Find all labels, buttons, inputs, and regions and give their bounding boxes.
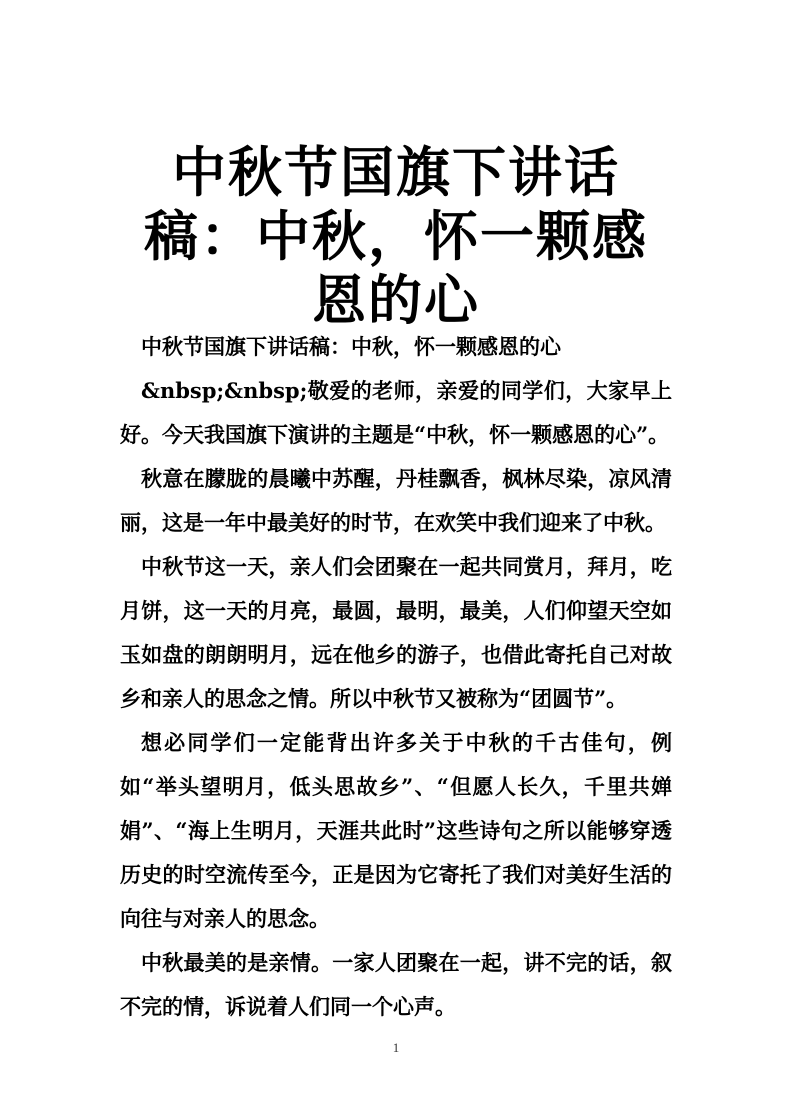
document-body [120, 325, 672, 1029]
document-title: 中秋节国旗下讲话稿：中秋，怀一颗感恩的心 [144, 140, 648, 332]
paragraph-heading: 中秋节国旗下讲话稿：中秋，怀一颗感恩的心 [141, 334, 561, 359]
paragraph-poems: 想必同学们一定能背出许多关于中秋的千古佳句，例如“举头望明月，低头思故乡”、“但愿人长久，千里共婵娟”、“海上生明月，天涯共此时”这些诗句之所以能够穿透历史的时空流传至今，正是因为它寄托了我们对美好生活的向往与对亲人的思念。 [120, 730, 672, 931]
paragraph-family: 中秋最美的是亲情。一家人团聚在一起，讲不完的话，叙不完的情，诉说着人们同一个心声。 [120, 950, 672, 1019]
page-number: 1 [392, 1040, 400, 1055]
paragraph-autumn: 秋意在朦胧的晨曦中苏醒，丹桂飘香，枫林尽染，凉风清丽，这是一年中最美好的时节，在欢笑中我们迎来了中秋。 [120, 466, 672, 535]
paragraph-greeting: &nbsp;&nbsp;敬爱的老师，亲爱的同学们，大家早上好。今天我国旗下演讲的主题是“中秋，怀一颗感恩的心”。 [120, 378, 672, 447]
paragraph-festival: 中秋节这一天，亲人们会团聚在一起共同赏月，拜月，吃月饼，这一天的月亮，最圆，最明，最美，人们仰望天空如玉如盘的朗朗明月，远在他乡的游子，也借此寄托自己对故乡和亲人的思念之情。所以中秋节又被称为“团圆节”。 [120, 554, 672, 711]
